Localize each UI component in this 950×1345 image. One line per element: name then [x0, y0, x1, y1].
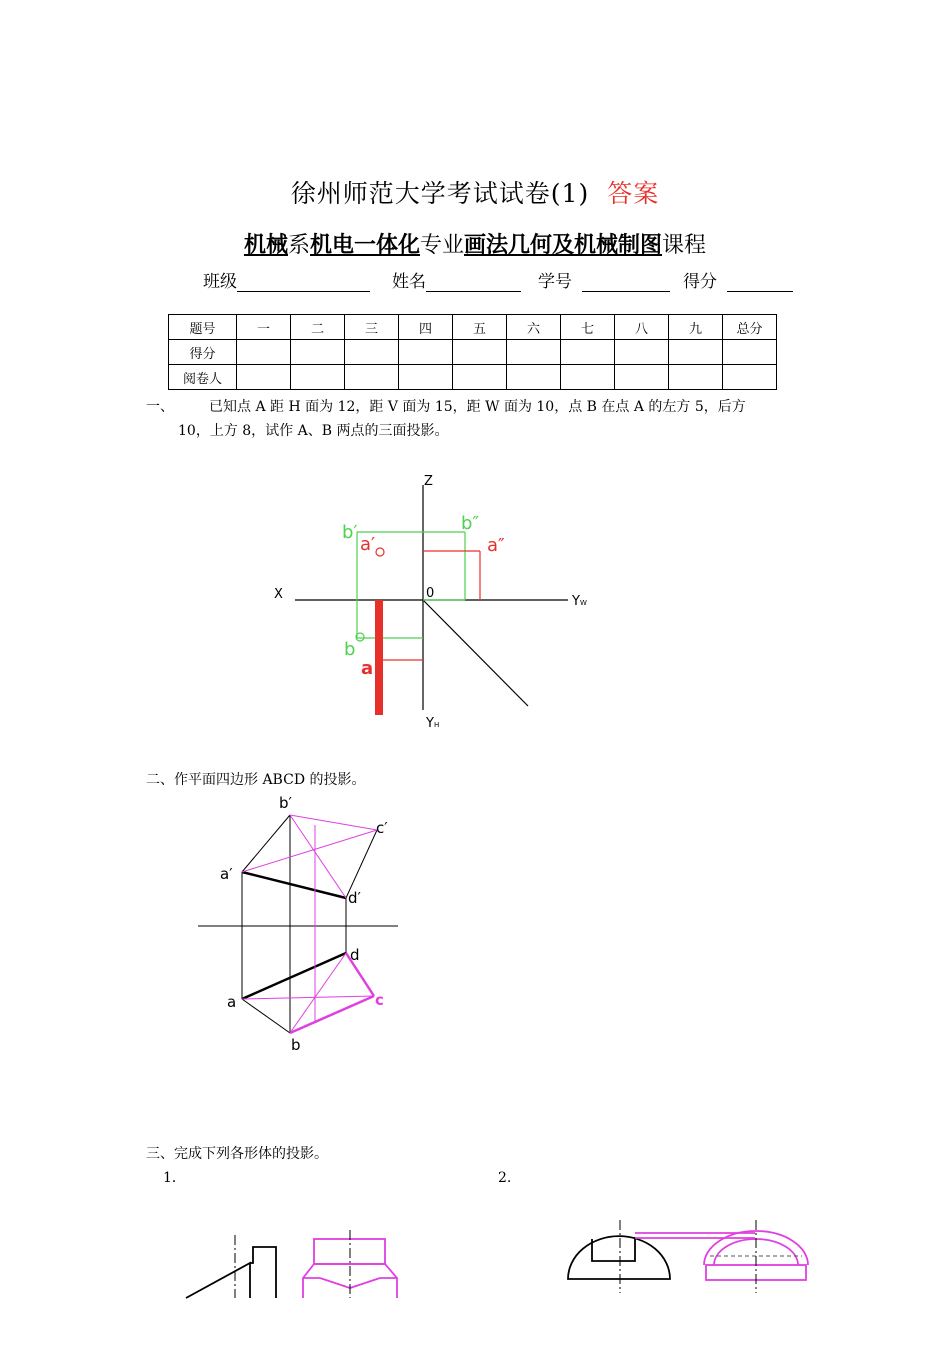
- label-a-prime: a′: [220, 865, 233, 883]
- label-x: X: [274, 587, 283, 602]
- header-cell: 题号: [169, 315, 237, 340]
- label-a: a: [361, 658, 374, 679]
- row-label: 阅卷人: [169, 365, 237, 390]
- label-yw-sub: W: [580, 599, 587, 607]
- header-cell: 九: [669, 315, 723, 340]
- course-name: 画法几何及机械制图: [464, 232, 663, 258]
- q1-text-line1: 已知点 A 距 H 面为 12，距 V 面为 15，距 W 面为 10，点 B 在点 A 的左方 5，后方: [209, 399, 746, 415]
- score-cell[interactable]: [561, 340, 615, 365]
- name-label: 姓名: [392, 272, 426, 292]
- score-cell[interactable]: [453, 340, 507, 365]
- label-c-prime: c′: [376, 819, 388, 837]
- label-yh-sub: H: [434, 721, 440, 729]
- grader-cell[interactable]: [345, 365, 399, 390]
- header-cell: 四: [399, 315, 453, 340]
- id-blank[interactable]: [582, 273, 670, 292]
- label-a-double-prime: a″: [487, 535, 505, 556]
- name-field: [392, 267, 521, 292]
- grader-row: [169, 365, 777, 390]
- label-d: d: [350, 946, 360, 964]
- dept: 机械: [243, 232, 288, 258]
- class-label: 班级: [203, 272, 237, 292]
- score-cell[interactable]: [669, 340, 723, 365]
- score-label: 得分: [683, 272, 717, 292]
- dept-suffix: 系: [287, 233, 310, 258]
- row-label: 得分: [169, 340, 237, 365]
- label-b-prime: b′: [342, 522, 358, 543]
- label-d-prime: d′: [348, 889, 361, 907]
- header-cell: 五: [453, 315, 507, 340]
- ad-prime-line: [242, 872, 346, 898]
- label-c: c: [375, 991, 384, 1009]
- header-cell: 七: [561, 315, 615, 340]
- diagonal-45-line: [423, 600, 528, 706]
- score-field: [683, 267, 793, 292]
- score-blank[interactable]: [727, 273, 793, 292]
- id-field: [538, 267, 670, 292]
- header-cell: 二: [291, 315, 345, 340]
- grader-cell[interactable]: [453, 365, 507, 390]
- id-label: 学号: [538, 272, 572, 292]
- a-horizontal-projection-bar: [375, 600, 383, 715]
- q3-figure2: [560, 1215, 820, 1295]
- score-table: [168, 314, 777, 390]
- q3-text: 三、完成下列各形体的投影。: [146, 1146, 328, 1162]
- label-a-prime: a′: [360, 534, 376, 555]
- score-cell[interactable]: [237, 340, 291, 365]
- q1-projection-diagram: [260, 465, 600, 735]
- header-cell: 六: [507, 315, 561, 340]
- grader-cell[interactable]: [669, 365, 723, 390]
- score-cell[interactable]: [615, 340, 669, 365]
- header-cell: 总分: [723, 315, 777, 340]
- page-title: [0, 174, 950, 210]
- q2-projection-lines: [242, 815, 377, 1033]
- label-b-double-prime: b″: [461, 513, 480, 534]
- grader-cell[interactable]: [291, 365, 345, 390]
- grader-cell[interactable]: [507, 365, 561, 390]
- q2-magenta-solution: [290, 953, 374, 1033]
- label-yh: Y: [426, 716, 434, 731]
- title-answer: 答案: [607, 179, 660, 208]
- header-cell: 一: [237, 315, 291, 340]
- q1-text-line2: 10，上方 8，试作 A、B 两点的三面投影。: [178, 423, 449, 439]
- course-line: [0, 228, 950, 259]
- class-blank[interactable]: [237, 273, 370, 292]
- q2-text: 二、作平面四边形 ABCD 的投影。: [146, 772, 366, 788]
- course-suffix: 课程: [662, 233, 707, 258]
- score-cell[interactable]: [345, 340, 399, 365]
- label-z: Z: [424, 474, 433, 489]
- header-cell: 八: [615, 315, 669, 340]
- q1-number: 一、: [146, 399, 174, 415]
- grader-cell[interactable]: [399, 365, 453, 390]
- score-row: [169, 340, 777, 365]
- label-b: b: [344, 639, 356, 660]
- q3-sub1: 1．: [163, 1170, 186, 1186]
- score-cell[interactable]: [399, 340, 453, 365]
- q3-sub2: 2.: [498, 1170, 512, 1186]
- grader-cell[interactable]: [561, 365, 615, 390]
- score-cell[interactable]: [507, 340, 561, 365]
- major: 机电一体化: [309, 232, 420, 258]
- q2-quadrilateral-diagram: [190, 790, 420, 1060]
- score-cell[interactable]: [291, 340, 345, 365]
- label-a: a: [227, 993, 237, 1011]
- label-o: 0: [426, 586, 435, 601]
- major-suffix: 专业: [420, 233, 465, 258]
- grader-cell[interactable]: [723, 365, 777, 390]
- q3-figure1: [180, 1230, 420, 1300]
- score-table-header-row: [169, 315, 777, 340]
- title-text: 徐州师范大学考试试卷(1): [290, 179, 590, 208]
- label-b: b: [291, 1036, 301, 1054]
- name-blank[interactable]: [426, 273, 521, 292]
- score-cell[interactable]: [723, 340, 777, 365]
- grader-cell[interactable]: [237, 365, 291, 390]
- class-field: [203, 267, 370, 292]
- header-cell: 三: [345, 315, 399, 340]
- grader-cell[interactable]: [615, 365, 669, 390]
- label-b-prime: b′: [279, 794, 292, 812]
- label-yw: Y: [572, 594, 580, 609]
